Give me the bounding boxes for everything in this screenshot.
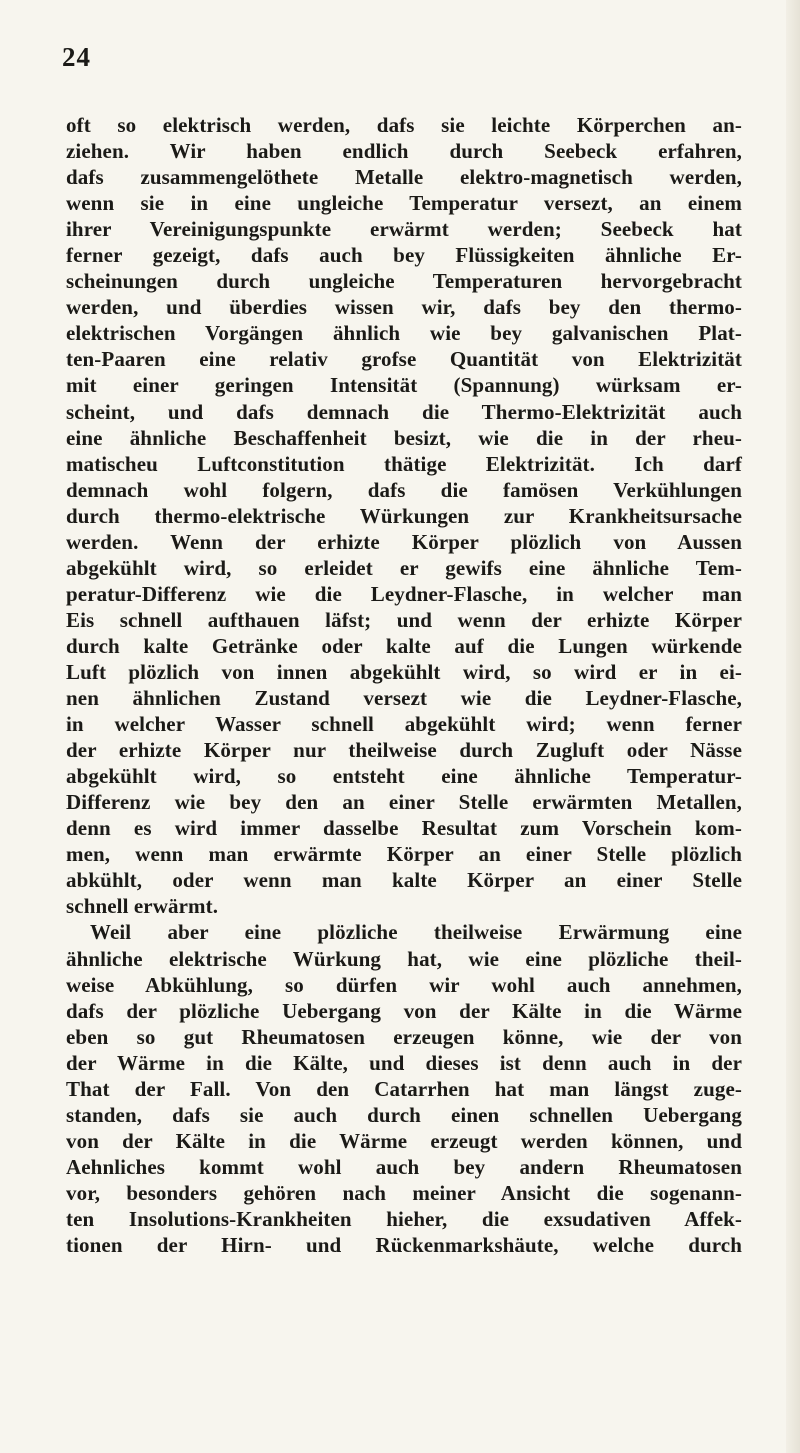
- paragraph-start-line: Weil aber eine plözliche theilweise Erwärmung eine: [90, 920, 742, 945]
- text-line: Luft plözlich von innen abgekühlt wird, so wird er in ei-: [66, 659, 742, 684]
- page-number: 24: [62, 42, 91, 72]
- text-line: von der Kälte in die Wärme erzeugt werden können, und: [66, 1128, 742, 1153]
- text-line: Aehnliches kommt wohl auch bey andern Rheumatosen: [66, 1154, 742, 1179]
- text-line: ihrer Vereinigungspunkte erwärmt werden; Seebeck hat: [66, 217, 742, 242]
- text-line: oft so elektrisch werden, dafs sie leichte Körperchen an-: [66, 113, 742, 137]
- text-line: Differenz wie bey den an einer Stelle erwärmten Metallen,: [66, 790, 742, 815]
- text-line: denn es wird immer dasselbe Resultat zum Vorschein kom-: [66, 816, 742, 841]
- text-line: werden, und überdies wissen wir, dafs bey den thermo-: [66, 295, 742, 320]
- text-line: abgekühlt wird, so entsteht eine ähnliche Temperatur-: [66, 764, 742, 789]
- text-line: weise Abkühlung, so dürfen wir wohl auch annehmen,: [66, 972, 742, 997]
- text-line: demnach wohl folgern, dafs die famösen Verkühlungen: [66, 477, 742, 502]
- text-line: ferner gezeigt, dafs auch bey Flüssigkeiten ähnliche Er-: [66, 243, 742, 268]
- body-text: [66, 112, 742, 1258]
- text-line: nen ähnlichen Zustand versezt wie die Leydner-Flasche,: [66, 686, 742, 711]
- text-line: matischeu Luftconstitution thätige Elektrizität. Ich darf: [66, 451, 742, 476]
- text-line: standen, dafs sie auch durch einen schnellen Uebergang: [66, 1102, 742, 1127]
- text-line: scheint, und dafs demnach die Thermo-Elektrizität auch: [66, 399, 742, 424]
- text-line: durch thermo-elektrische Würkungen zur Krankheitsursache: [66, 503, 742, 528]
- text-line: ähnliche elektrische Würkung hat, wie eine plözliche theil-: [66, 946, 742, 971]
- text-line: werden. Wenn der erhizte Körper plözlich von Aussen: [66, 529, 742, 554]
- text-line: wenn sie in eine ungleiche Temperatur versezt, an einem: [66, 191, 742, 216]
- text-line: abgekühlt wird, so erleidet er gewifs eine ähnliche Tem-: [66, 555, 742, 580]
- text-line: durch kalte Getränke oder kalte auf die Lungen würkende: [66, 633, 742, 658]
- text-line: That der Fall. Von den Catarrhen hat man längst zuge-: [66, 1076, 742, 1101]
- text-line: eine ähnliche Beschaffenheit besizt, wie die in der rheu-: [66, 425, 742, 450]
- text-line: eben so gut Rheumatosen erzeugen könne, wie der von: [66, 1024, 742, 1049]
- text-line: der Wärme in die Kälte, und dieses ist denn auch in der: [66, 1050, 742, 1075]
- text-line: ten Insolutions-Krankheiten hieher, die exsudativen Affek-: [66, 1206, 742, 1231]
- text-line: tionen der Hirn- und Rückenmarkshäute, welche durch: [66, 1233, 742, 1258]
- text-line: men, wenn man erwärmte Körper an einer Stelle plözlich: [66, 842, 742, 867]
- paragraph-end-line: schnell erwärmt.: [66, 894, 219, 919]
- text-line: in welcher Wasser schnell abgekühlt wird; wenn ferner: [66, 712, 742, 737]
- text-line: der erhizte Körper nur theilweise durch Zugluft oder Nässe: [66, 738, 742, 763]
- text-line: vor, besonders gehören nach meiner Ansicht die sogenann-: [66, 1180, 742, 1205]
- text-line: Eis schnell aufthauen läfst; und wenn der erhizte Körper: [66, 607, 742, 632]
- text-line: ziehen. Wir haben endlich durch Seebeck erfahren,: [66, 139, 742, 164]
- text-line: dafs zusammengelöthete Metalle elektro-magnetisch werden,: [66, 165, 742, 190]
- text-line: scheinungen durch ungleiche Temperaturen hervorgebracht: [66, 269, 742, 294]
- text-line: abkühlt, oder wenn man kalte Körper an einer Stelle: [66, 868, 742, 893]
- text-line: mit einer geringen Intensität (Spannung) würksam er-: [66, 373, 742, 398]
- text-line: elektrischen Vorgängen ähnlich wie bey galvanischen Plat-: [66, 321, 742, 346]
- text-line: peratur-Differenz wie die Leydner-Flasche, in welcher man: [66, 581, 742, 606]
- text-line: dafs der plözliche Uebergang von der Kälte in die Wärme: [66, 998, 742, 1023]
- page-edge-shadow: [786, 0, 800, 1453]
- text-line: ten-Paaren eine relativ grofse Quantität von Elektrizität: [66, 347, 742, 372]
